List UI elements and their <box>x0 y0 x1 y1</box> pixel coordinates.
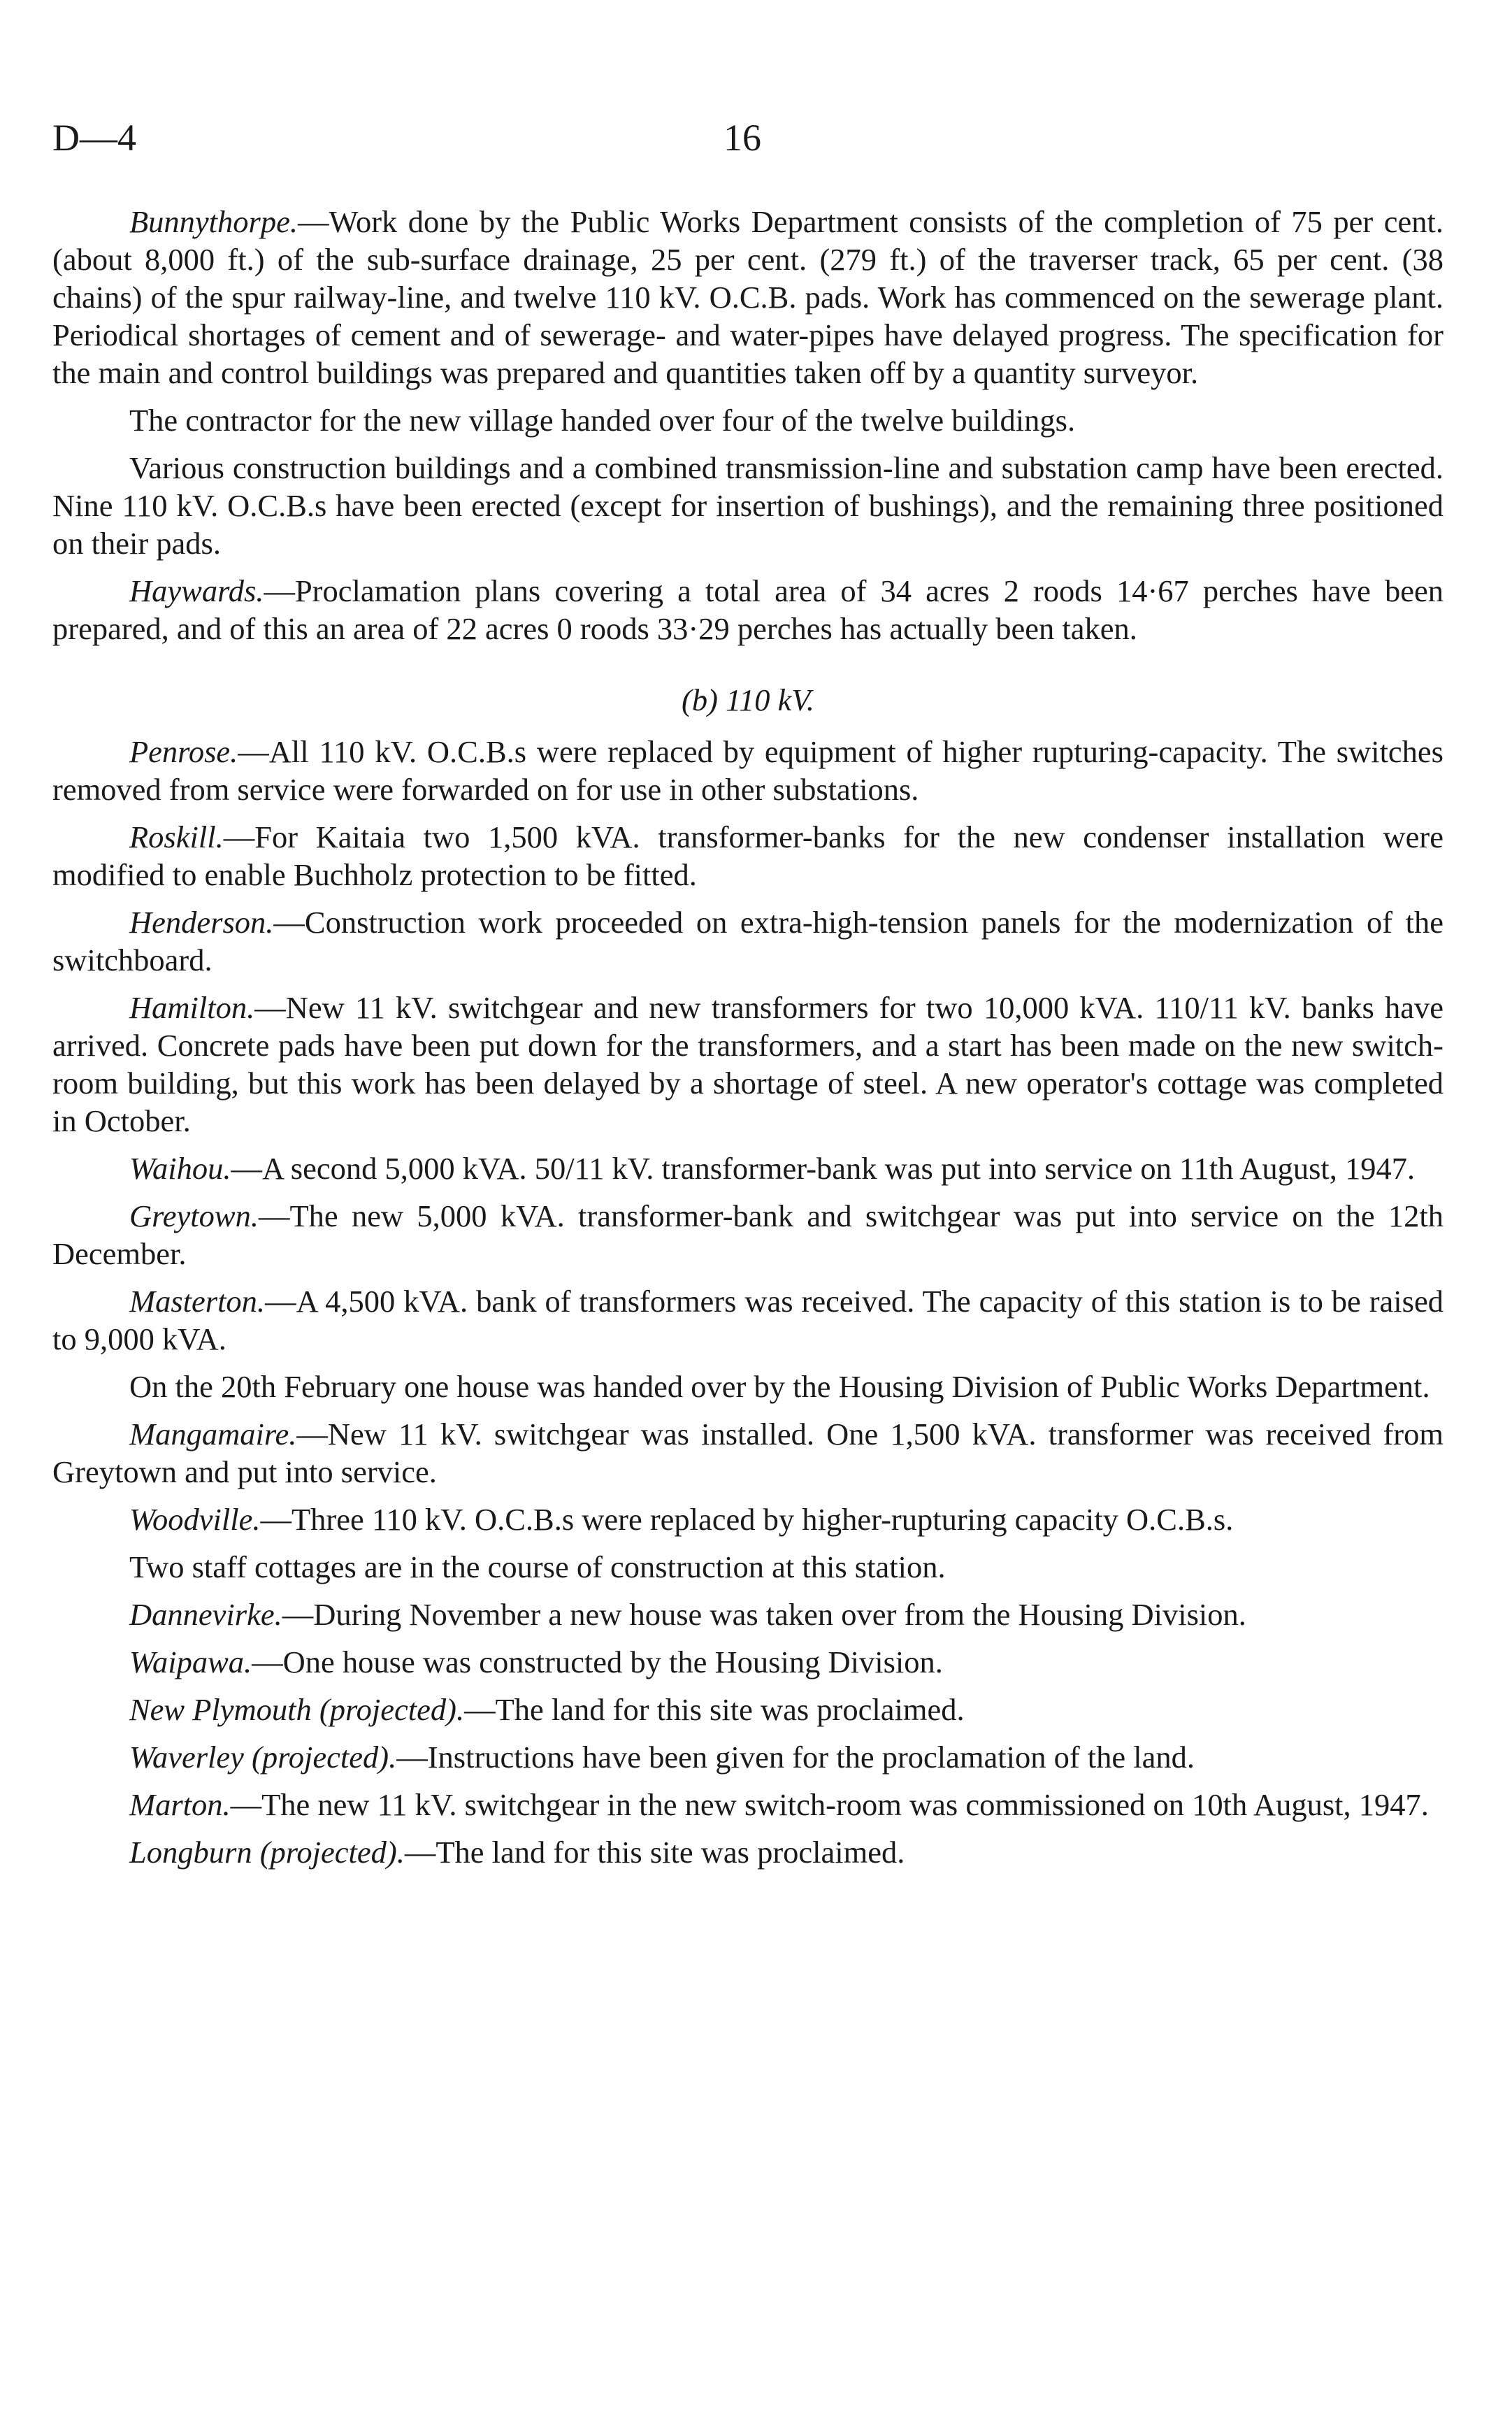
paragraph-longburn <box>52 1833 1443 1871</box>
paragraph-waihou <box>52 1149 1443 1187</box>
paragraph-text: —A second 5,000 kVA. 50/11 kV. transformer-bank was put into service on 11th August, 1947. <box>231 1151 1416 1186</box>
page-header <box>52 105 1443 168</box>
document-reference: D—4 <box>52 117 136 159</box>
paragraph-lead: Henderson. <box>129 905 274 940</box>
paragraph-lead: Longburn (projected). <box>129 1835 405 1870</box>
paragraph-text: —New 11 kV. switchgear was installed. One 1,500 kVA. transformer was received from Greytown and put into service. <box>52 1417 1443 1489</box>
paragraph-housing-handover <box>52 1368 1443 1405</box>
paragraph-lead: Greytown. <box>129 1198 259 1233</box>
paragraph-lead: Masterton. <box>129 1284 266 1319</box>
paragraph-lead: Waverley (projected). <box>129 1740 397 1775</box>
document-page <box>52 105 1443 1881</box>
paragraph-text: Various construction buildings and a combined transmission-line and substation camp have been erected. Nine 110 kV. O.C.B.s have been erected (except for insertion of bushings), and the remaining three positioned on their pads. <box>52 450 1443 561</box>
paragraph-text: —Proclamation plans covering a total area of 34 acres 2 roods 14·67 perches have been prepared, and of this an area of 22 acres 0 roods 33·29 perches has actually been taken. <box>52 573 1443 646</box>
paragraph-new-plymouth <box>52 1691 1443 1728</box>
paragraph-text: —New 11 kV. switchgear and new transformers for two 10,000 kVA. 110/11 kV. banks have arrived. Concrete pads have been put down for the transformers, and a start has been made on the new switch-room building, but this work has been delayed by a shortage of steel. A new operator's cottage was completed in October. <box>52 990 1443 1138</box>
paragraph-lead: Roskill. <box>129 819 224 854</box>
paragraph-text: —During November a new house was taken over from the Housing Division. <box>282 1597 1246 1632</box>
paragraph-greytown <box>52 1197 1443 1273</box>
paragraph-text: —One house was constructed by the Housing Division. <box>252 1644 943 1679</box>
paragraph-staff-cottages <box>52 1548 1443 1586</box>
page-number: 16 <box>723 117 761 159</box>
paragraph-lead: Penrose. <box>129 734 238 769</box>
paragraph-text: —All 110 kV. O.C.B.s were replaced by equipment of higher rupturing-capacity. The switches removed from service were forwarded on for use in other substations. <box>52 734 1443 807</box>
paragraph-lead: Waihou. <box>129 1151 231 1186</box>
paragraph-text: —The new 5,000 kVA. transformer-bank and switchgear was put into service on the 12th December. <box>52 1198 1443 1271</box>
paragraph-text: Two staff cottages are in the course of construction at this station. <box>129 1549 946 1584</box>
paragraph-text: —The land for this site was proclaimed. <box>464 1692 965 1727</box>
paragraph-hamilton <box>52 989 1443 1140</box>
paragraph-lead: New Plymouth (projected). <box>129 1692 465 1727</box>
paragraph-lead: Mangamaire. <box>129 1417 297 1452</box>
paragraph-henderson <box>52 903 1443 979</box>
paragraph-waverley <box>52 1738 1443 1776</box>
paragraph-haywards <box>52 572 1443 647</box>
paragraph-masterton <box>52 1282 1443 1358</box>
paragraph-woodville <box>52 1500 1443 1538</box>
paragraph-lead: Marton. <box>129 1787 231 1822</box>
paragraph-text: —Instructions have been given for the proclamation of the land. <box>396 1740 1195 1775</box>
paragraph-dannevirke <box>52 1596 1443 1633</box>
page-body <box>52 203 1443 1871</box>
paragraph-text: —A 4,500 kVA. bank of transformers was received. The capacity of this station is to be raised to 9,000 kVA. <box>52 1284 1443 1356</box>
paragraph-bunnythorpe <box>52 203 1443 392</box>
paragraph-waipawa <box>52 1643 1443 1681</box>
paragraph-lead: Hamilton. <box>129 990 255 1025</box>
paragraph-text: —The new 11 kV. switchgear in the new switch-room was commissioned on 10th August, 1947. <box>230 1787 1429 1822</box>
paragraph-lead: Waipawa. <box>129 1644 252 1679</box>
paragraph-lead: Haywards. <box>129 573 264 608</box>
section-heading-110kv: (b) 110 kV. <box>682 682 814 717</box>
paragraph-text: —The land for this site was proclaimed. <box>404 1835 905 1870</box>
paragraph-mangamaire <box>52 1415 1443 1491</box>
paragraph-construction-buildings <box>52 449 1443 562</box>
paragraph-marton <box>52 1786 1443 1823</box>
paragraph-text: —Construction work proceeded on extra-high-tension panels for the modernization of the switchboard. <box>52 905 1443 977</box>
paragraph-lead: Dannevirke. <box>129 1597 282 1632</box>
paragraph-text: —For Kaitaia two 1,500 kVA. transformer-banks for the new condenser installation were modified to enable Buchholz protection to be fitted. <box>52 819 1443 892</box>
paragraph-lead: Woodville. <box>129 1502 261 1537</box>
paragraph-text: —Three 110 kV. O.C.B.s were replaced by higher-rupturing capacity O.C.B.s. <box>260 1502 1234 1537</box>
paragraph-text: The contractor for the new village handed over four of the twelve buildings. <box>129 403 1076 438</box>
paragraph-penrose <box>52 733 1443 808</box>
paragraph-roskill <box>52 818 1443 894</box>
paragraph-text: —Work done by the Public Works Department consists of the completion of 75 per cent. (about 8,000 ft.) of the sub-surface drainage, 25 per cent. (279 ft.) of the traverser track, 65 per cent. (38 chains) of the spur railway-line, and twelve 110 kV. O.C.B. pads. Work has commenced on the sewerage plant. Periodical shortages of cement and of sewerage- and water-pipes have delayed progress. The specification for the main and control buildings was prepared and quantities taken off by a quantity surveyor. <box>52 204 1443 390</box>
paragraph-contractor <box>52 401 1443 439</box>
paragraph-lead: Bunnythorpe. <box>129 204 298 239</box>
paragraph-text: On the 20th February one house was handed over by the Housing Division of Public Works Department. <box>129 1369 1430 1404</box>
